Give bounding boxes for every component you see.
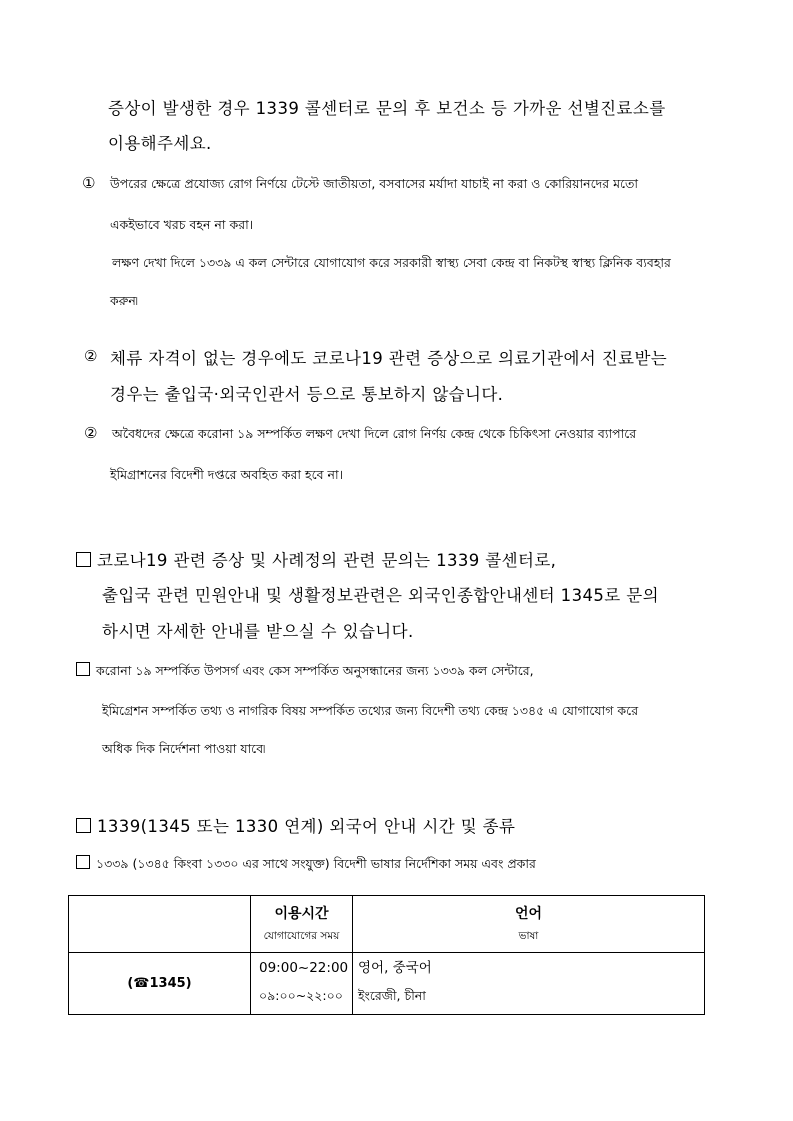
table-time-cell (251, 953, 353, 1015)
contact-ko-line-2: 출입국 관련 민원안내 및 생활정보관련은 외국인종합안내센터 1345로 문의 (102, 586, 659, 605)
languages-heading-ko (76, 813, 515, 837)
table-header-time-ko: 이용시간 (274, 906, 329, 922)
intro-bn-line-2: একইভাবে খরচ বহন না করা। (110, 217, 254, 232)
intro-ko-line-2: 이용해주세요. (108, 134, 212, 153)
languages-heading-bn (76, 855, 536, 876)
languages-heading-ko-text: 1339(1345 또는 1330 연계) 외국어 안내 시간 및 종류 (97, 817, 516, 836)
table-header-time-bn: যোগাযোগের সময় (263, 930, 340, 942)
item2-bn-line-2: ইমিগ্রাশনের বিদেশী দপ্তরে অবহিত করা হবে না। (110, 467, 344, 482)
contact-bn-line-1 (76, 662, 534, 683)
table-header-row (69, 896, 705, 953)
table-header-language-ko: 언어 (514, 906, 543, 922)
contact-bn-line-3: অধিক দিক নির্দেশনা পাওয়া যাবে৷ (102, 741, 266, 756)
contact-ko-line-1-text: 코로나19 관련 증상 및 사례정의 관련 문의는 1339 콜센터로, (97, 551, 557, 570)
contact-bn-line-2: ইমিগ্রেশন সম্পর্কিত তথ্য ও নাগরিক বিষয় সম্পর্কিত তথ্যের জন্য বিদেশী তথ্য কেন্দ্র ১৩৪৫ এ যোগাযোগ করে (102, 703, 639, 718)
intro-bn-marker: ① (82, 174, 96, 192)
checkbox-square-icon (76, 662, 90, 676)
table-header-time-cell (251, 896, 353, 953)
table-language-bn: ইংরেজী, চীনা (358, 988, 426, 1003)
contact-ko-line-1 (76, 547, 556, 571)
table-header-service-cell (69, 896, 251, 953)
contact-bn-line-1-text: করোনা ১৯ সম্পর্কিত উপসর্গ এবং কেস সম্পর্কিত অনুসন্ধানের জন্য ১৩৩৯ কল সেন্টারে, (96, 663, 534, 678)
table-header-language-bn: ভাষা (518, 930, 539, 942)
languages-heading-bn-text: ১৩৩৯ (১৩৪৫ কিংবা ১৩৩০ এর সাথে সংযুক্ত) বিদেশী ভাষার নির্দেশিকা সময় এবং প্রকার (96, 856, 536, 871)
item2-bn-line-1: অবৈধদের ক্ষেত্রে করোনা ১৯ সম্পর্কিত লক্ষণ দেখা দিলে রোগ নির্ণয় কেন্দ্র থেকে চিকিৎসা নেওয়ার ব্যাপারে (112, 426, 637, 441)
contact-ko-line-3: 하시면 자세한 안내를 받으실 수 있습니다. (102, 622, 414, 641)
table-language-cell (353, 953, 705, 1015)
checkbox-square-icon (76, 818, 91, 833)
item2-ko-marker: ② (84, 347, 98, 365)
table-time-ko: 09:00~22:00 (259, 960, 349, 976)
intro-bn-line-3: লক্ষণ দেখা দিলে ১৩৩৯ এ কল সেন্টারে যোগাযোগ করে সরকারী স্বাস্থ্য সেবা কেন্দ্র বা নিকটস্থ স্বাস্থ্য ক্লিনিক ব্যবহার (112, 255, 671, 270)
table-language-ko: 영어, 중국어 (358, 960, 432, 976)
item2-bn-marker: ② (84, 424, 98, 442)
item2-ko-line-1: 체류 자격이 없는 경우에도 코로나19 관련 증상으로 의료기관에서 진료받는 (110, 349, 668, 368)
intro-bn-line-4: করুন৷ (110, 293, 138, 308)
intro-ko-line-1: 증상이 발생한 경우 1339 콜센터로 문의 후 보건소 등 가까운 선별진료소를 (108, 99, 666, 118)
item2-ko-line-2: 경우는 출입국·외국인관서 등으로 통보하지 않습니다. (110, 385, 504, 404)
checkbox-square-icon (76, 552, 91, 567)
table-header-language-cell (353, 896, 705, 953)
table-row (69, 953, 705, 1015)
intro-bn-line-1: উপরের ক্ষেত্রে প্রযোজ্য রোগ নির্ণয়ে টেস্টে জাতীয়তা, বসবাসের মর্যাদা যাচাই না করা ও কোরিয়ানদের মতো (110, 176, 639, 191)
table-time-bn: ০৯:০০~২২:০০ (259, 988, 343, 1003)
checkbox-square-icon (76, 855, 90, 869)
language-schedule-table (68, 895, 705, 1015)
table-service-cell: (☎1345) (69, 953, 251, 1015)
